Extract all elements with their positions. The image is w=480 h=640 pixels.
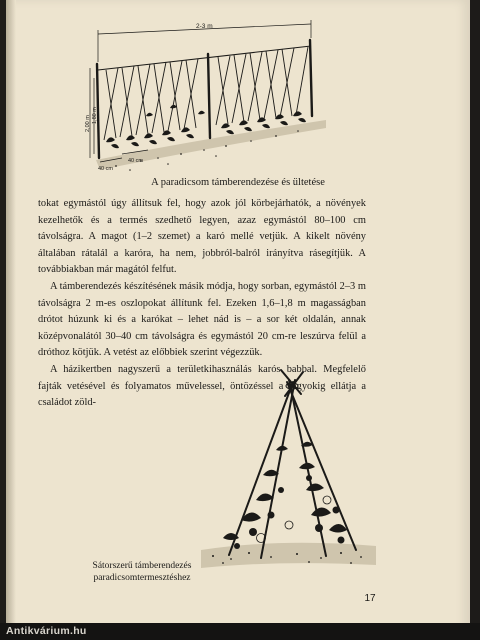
trellis-row-illustration <box>86 20 326 172</box>
dim-height-inner-label: 1,80 m <box>92 107 98 124</box>
paragraph-3: A házikertben nagyszerű a területkihasználás karós babbal. Megfelelő fajták vetésével és folyamatos művelessel, öntözéssel a fagyokig ellátja a családot zöld- <box>38 363 366 409</box>
dim-gap-left-label: 40 cm <box>98 166 113 172</box>
dim-width-label: 2-3 m <box>196 23 213 30</box>
figure1-caption: A paradicsom támberendezése és ültetése <box>151 177 325 188</box>
paragraph-1: tokat egymástól úgy állítsuk fel, hogy azok jól körbejárhatók, a növények kezelhetők és a termés szedhető legyen, azaz egymástól 80–100 cm távolságra. A magot (1–2 szemet) a karó mellé vetjük. A kikelt növény általában rátalál a karóra, ha nem, jobbról-balról irányítva rásegítjük. A továbbiakban már magától felfut. <box>38 198 366 276</box>
book-page <box>6 0 470 640</box>
paragraph-2: A támberendezés készítésének másik módja, hogy sorban, egymástól 2–3 m távolságra 2 m-es oszlopokat állítunk fel. Ezeken 1,6–1,8 m magasságban drótot húzunk ki és a karókat – lehet nád is – a sor két oldalán, annak középvonalától 30–40 cm távolságra és egymástól 20 cm-re leszúrva felül a dróthoz kötjük. A vetést az előbbiek szerint végezzük. <box>38 280 366 359</box>
page-gutter-shadow <box>6 0 16 640</box>
figure2-caption-line1: Sátorszerű támberendezés <box>92 561 192 571</box>
dim-height-outer-label: 2,00 m <box>85 115 91 132</box>
tent-trellis-illustration <box>201 350 376 575</box>
figure2-caption <box>72 560 212 584</box>
figure2-caption-line2: paradicsomtermesztéshez <box>93 573 191 583</box>
watermark-logo: Antikvárium.hu <box>0 623 480 640</box>
dim-gap-right-label: 40 cm <box>128 158 143 164</box>
page-number: 17 <box>364 593 376 604</box>
